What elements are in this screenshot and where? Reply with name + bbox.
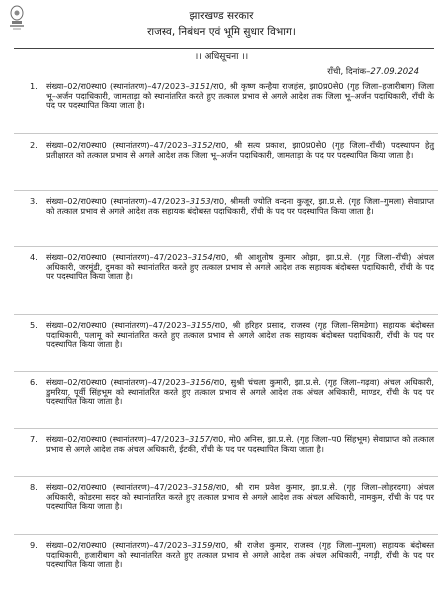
entry-divider [14,534,438,535]
entry-body: /रा0, मो0 अनिस, झा.प्र.से. (गृह जिला–प0 सिंहभूम) सेवाप्राप्त को तत्काल प्रभाव से अगले आदेश तक अंचल अधिकारी, ईटकी, राँची के पद पर पदस्थापित किया जाता है। [46,434,434,454]
entry-number: 8. [30,482,38,492]
entry-issue-number: 3153 [189,196,211,206]
entry-divider [14,428,438,429]
entry-divider [14,314,438,315]
entry-ref: संख्या–02/रा0स्था0 (स्थानांतरण)–47/2023– [46,320,191,330]
entry-number: 5. [30,320,38,330]
document-header [0,10,443,39]
entry-issue-number: 3157 [189,434,210,444]
entry-number: 7. [30,434,38,444]
entry-divider [14,371,438,372]
date-value: 27.09.2024 [370,67,419,77]
entry-body: /रा0, श्री हरिहर प्रसाद, राजस्व (गृह जिला–सिमडेगा) सहायक बंदोबस्त पदाधिकारी, पलामू को स्थानांतरित करते हुए तत्काल प्रभाव से अगले आदेश तक सहायक बंदोबस्त पदाधिकारी, राँची के पद पर पदस्थापित किया जाता है। [46,320,435,350]
entry-ref: संख्या–02/रा0स्था0 (स्थानांतरण)–47/2023– [46,482,193,492]
notification-title: ।। अधिसूचना ।। [194,52,249,62]
entry-issue-number: 3159 [191,540,213,550]
entry-ref: संख्या–02/रा0स्था0 (स्थानांतरण)–47/2023– [46,434,190,444]
entry-ref: संख्या–02/रा0स्था0 (स्थानांतरण)–47/2023– [46,377,191,387]
entry-body: /रा0, सुश्री चंचला कुमारी, झा.प्र.से. (गृह जिला–गढ़वा) अंचल अधिकारी, डुमरिया, पूर्वी सिंहभूम को स्थानांतरित करते हुए तत्काल प्रभाव से अगले आदेश तक अंचल अधिकारी, माण्डर, राँची के पद पर पदस्थापित किया जाता है। [46,377,434,407]
entry-body: /रा0, श्री कृष्ण कन्हैया राजहंस, झा0प्र0से0 (गृह जिला–हजारीबाग) जिला भू–अर्जन पदाधिकारी, जामताड़ा को स्थानांतरित करते हुए तत्काल प्रभाव से अगले आदेश तक जिला भू–अर्जन पदाधिकारी, राँची के पद पर पदस्थापित किया जाता है। [46,81,435,111]
entry-divider [14,133,438,134]
entry-text [46,541,434,570]
entry-text [46,141,434,160]
entry-ref: संख्या–02/रा0स्था0 (स्थानांतरण)–47/2023– [46,540,192,550]
entry-number: 1. [30,81,38,91]
entry-text [46,82,434,111]
entry-body: /रा0, श्री राम प्रवेश कुमार, झा.प्र.से. (गृह जिला–लोहरदगा) अंचल अधिकारी, कोडरमा सदर को स्थानांतरित करते हुए तत्काल प्रभाव से अगले आदेश तक अंचल अधिकारी, नामकुम, राँची के पद पर पदस्थापित किया जाता है। [46,482,435,512]
entry-text [46,378,434,407]
entry-divider [14,190,438,191]
entry-ref: संख्या–02/रा0स्था0 (स्थानांतरण)–47/2023– [46,196,190,206]
date-prefix: राँची, दिनांक– [327,67,371,77]
entry-body: /रा0, श्री सत्य प्रकाश, झा0प्र0से0 (गृह जिला–राँची) पदस्थापन हेतु प्रतीक्षारत को तत्काल प्रभाव से अगले आदेश तक जिला भू–अर्जन पदाधिकारी, जामताड़ा के पद पर पदस्थापित किया जाता है। [46,140,435,160]
entry-number: 9. [30,540,38,550]
header-rule [14,48,434,49]
entry-issue-number: 3154 [191,252,213,262]
entry-body: /रा0, श्री राजेश कुमार, राजस्व (गृह जिला–गुमला) सहायक बंदोबस्त पदाधिकारी, हजारीबाग को स्थानांतरित करते हुए तत्काल प्रभाव से अगले आदेश तक अंचल अधिकारी, नगड़ी, राँची के पद पर पदस्थापित किया जाता है। [46,540,435,570]
entry-issue-number: 3158 [192,482,214,492]
entry-number: 6. [30,377,38,387]
entry-ref: संख्या–02/रा0स्था0 (स्थानांतरण)–47/2023– [46,140,192,150]
entry-issue-number: 3152 [191,140,213,150]
entry-divider [14,246,438,247]
entry-body: /रा0, श्रीमती ज्योति वन्दना कुजूर, झा.प्र.से. (गृह जिला–गुमला) सेवाप्राप्त को तत्काल प्रभाव से अगले आदेश तक सहायक बंदोबस्त पदाधिकारी, राँची के पद पर पदस्थापित किया जाता है। [46,196,435,216]
entry-number: 4. [30,252,38,262]
entry-divider [14,476,438,477]
government-name: झारखण्ड सरकार [189,10,254,22]
entry-text [46,253,434,282]
entry-text [46,321,434,350]
department-name: राजस्व, निबंधन एवं भूमि सुधार विभाग। [147,26,296,38]
entry-text [46,435,434,454]
entry-ref: संख्या–02/रा0स्था0 (स्थानांतरण)–47/2023– [46,81,190,91]
entry-ref: संख्या–02/रा0स्था0 (स्थानांतरण)–47/2023– [46,252,192,262]
entry-issue-number: 3151 [189,81,211,91]
entry-text [46,197,434,216]
entry-text [46,483,434,512]
notification-date [327,67,419,77]
entry-number: 3. [30,196,38,206]
entry-number: 2. [30,140,38,150]
entry-body: /रा0, श्री आशुतोष कुमार ओझा, झा.प्र.से. (गृह जिला–राँची) अंचल अधिकारी, जरमुंडी, दुमका को स्थानांतरित करते हुए तत्काल प्रभाव से अगले आदेश तक सहायक बंदोबस्त पदाधिकारी, राँची के पद पर पदस्थापित किया जाता है। [46,252,434,282]
entry-issue-number: 3155 [190,320,212,330]
entry-issue-number: 3156 [190,377,211,387]
